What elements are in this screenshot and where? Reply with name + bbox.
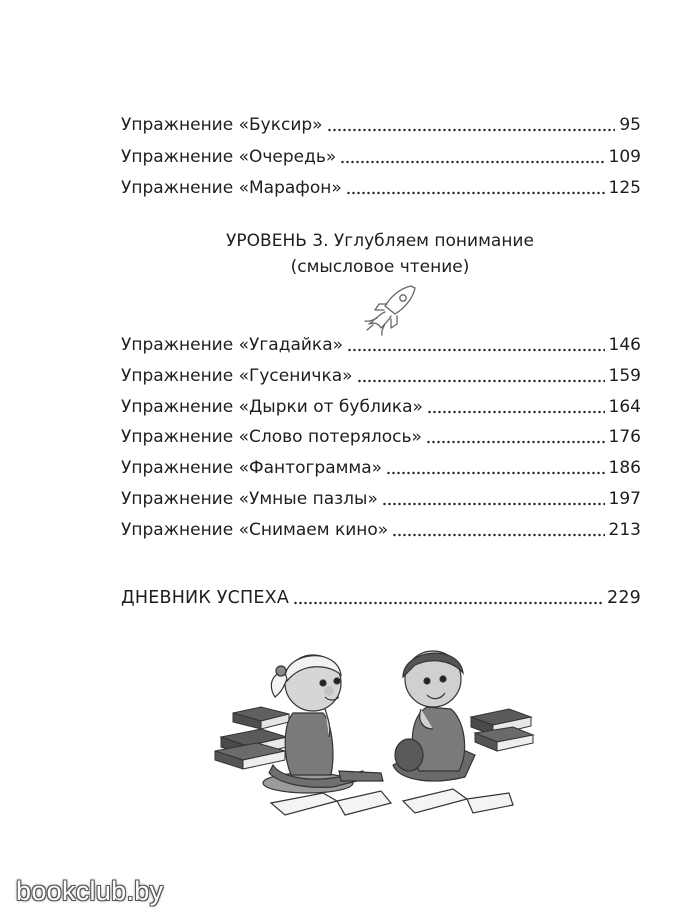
section-heading xyxy=(150,228,610,280)
toc-page-number: 95 xyxy=(619,115,641,135)
toc-leader-dots xyxy=(327,127,616,133)
toc-entry[interactable] xyxy=(121,395,641,419)
toc-leader-dots xyxy=(426,439,605,445)
toc-leader-dots xyxy=(392,532,604,538)
toc-leader-dots xyxy=(427,409,605,415)
toc-page-number: 186 xyxy=(608,458,641,478)
toc-leader-dots xyxy=(340,159,604,165)
toc-page-number: 109 xyxy=(608,147,641,167)
toc-entry[interactable] xyxy=(121,456,641,480)
toc-entry-title: Упражнение «Буксир» xyxy=(121,115,323,135)
toc-entry[interactable] xyxy=(121,113,641,137)
toc-entry-title: Упражнение «Слово потерялось» xyxy=(121,427,422,447)
toc-entry-title: Упражнение «Очередь» xyxy=(121,147,337,167)
toc-entry[interactable] xyxy=(121,333,641,357)
toc-page-number: 176 xyxy=(608,427,641,447)
toc-entry-title: Упражнение «Угадайка» xyxy=(121,335,344,355)
toc-leader-dots xyxy=(347,347,605,353)
section-heading-line2: (смысловое чтение) xyxy=(290,257,470,277)
toc-page-number: 213 xyxy=(608,520,641,540)
toc-entry-diary[interactable] xyxy=(121,586,641,610)
toc-leader-dots xyxy=(382,501,605,507)
toc-leader-dots xyxy=(386,470,604,476)
toc-leader-dots xyxy=(357,378,605,384)
section-heading-line1: УРОВЕНЬ 3. Углубляем понимание xyxy=(226,231,534,251)
toc-entry[interactable] xyxy=(121,518,641,542)
toc-page-number: 164 xyxy=(608,397,641,417)
toc-leader-dots xyxy=(346,190,605,196)
boy-figure xyxy=(393,651,475,781)
left-book-stack xyxy=(215,707,289,769)
toc-page-number: 146 xyxy=(608,335,641,355)
toc-entry[interactable] xyxy=(121,364,641,388)
watermark: bookclub.by xyxy=(16,876,164,906)
toc-entry-title: Упражнение «Снимаем кино» xyxy=(121,520,389,540)
rocket-icon xyxy=(355,280,425,338)
toc-entry[interactable] xyxy=(121,176,641,200)
toc-page-number: 159 xyxy=(608,366,641,386)
toc-entry[interactable] xyxy=(121,425,641,449)
children-reading-illustration xyxy=(213,625,538,830)
toc-entry-title: Упражнение «Фантограмма» xyxy=(121,458,383,478)
toc-entry[interactable] xyxy=(121,487,641,511)
toc-page-number: 125 xyxy=(608,178,641,198)
toc-page-number: 229 xyxy=(606,588,641,608)
toc-page-number: 197 xyxy=(608,489,641,509)
toc-leader-dots xyxy=(293,600,603,606)
toc-entry-title: Упражнение «Марафон» xyxy=(121,178,342,198)
toc-entry-title: Упражнение «Гусеничка» xyxy=(121,366,353,386)
toc-entry[interactable] xyxy=(121,145,641,169)
toc-entry-title: Упражнение «Дырки от бублика» xyxy=(121,397,423,417)
right-book-stack xyxy=(471,709,533,751)
toc-entry-title: ДНЕВНИК УСПЕХА xyxy=(121,588,289,608)
toc-entry-title: Упражнение «Умные пазлы» xyxy=(121,489,378,509)
